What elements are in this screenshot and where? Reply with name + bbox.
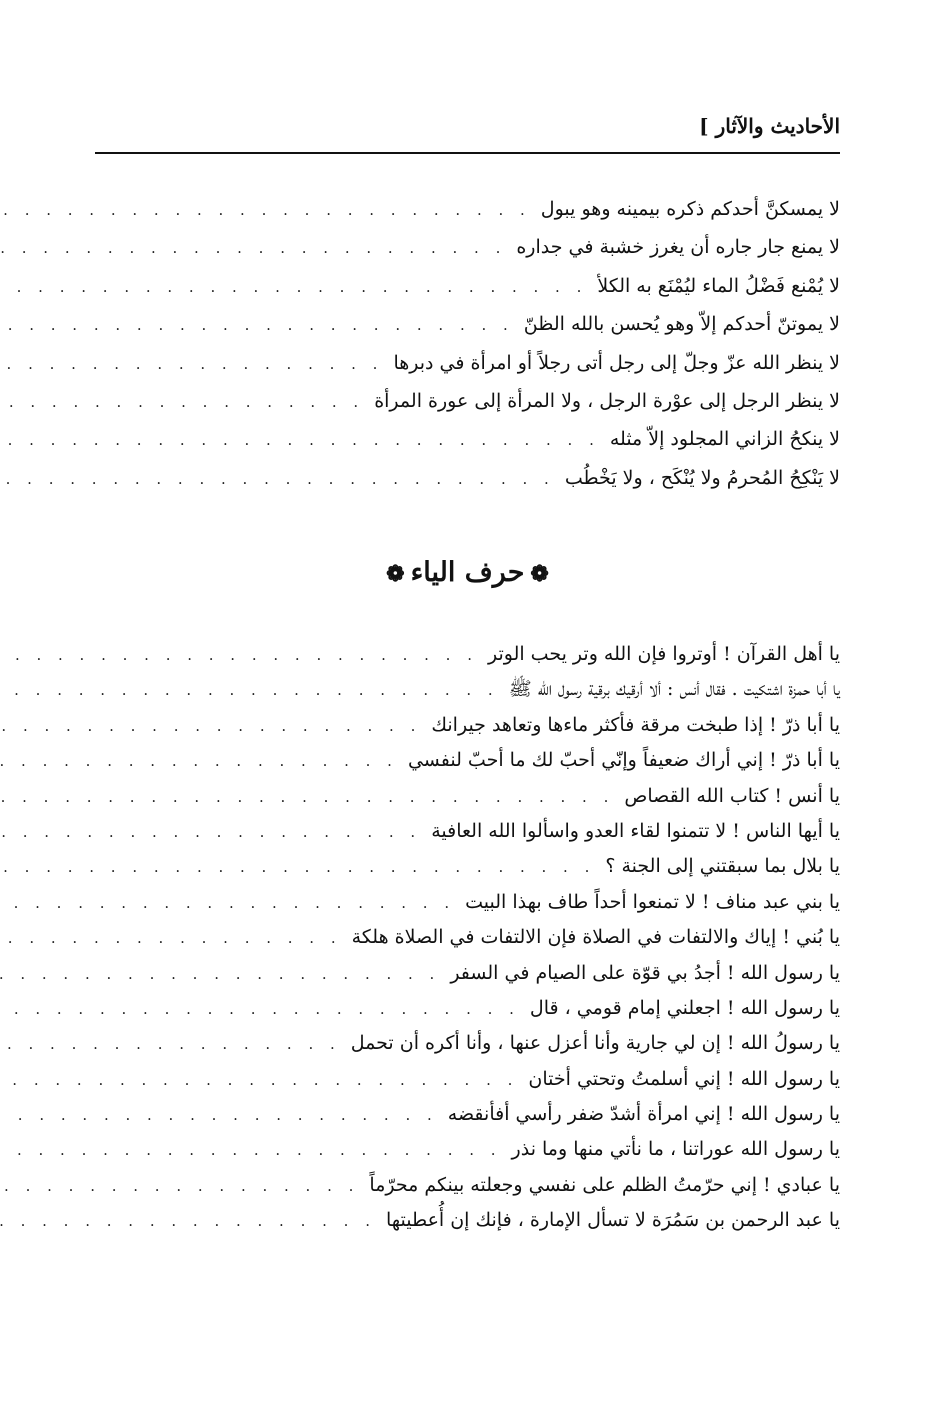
dot-leader [0, 673, 499, 708]
index-entry [95, 382, 840, 420]
entry-text: لا يموتنّ أحدكم إلاّ وهو يُحسن بالله الظنّ [523, 313, 840, 336]
index-entry [95, 885, 840, 920]
dot-leader [0, 1027, 341, 1062]
dot-leader [0, 709, 421, 744]
dot-leader [0, 638, 478, 673]
index-entry [95, 1132, 840, 1167]
entry-text: لا ينظر الله عزّ وجلّ إلى رجل أتى رجلاً أو امرأة في دبرها [393, 351, 840, 374]
dot-leader [0, 957, 440, 992]
entry-text: يا أبا ذرّ ! إذا طبخت مرقة فأكثر ماءها وتعاهد جيرانك [431, 713, 840, 736]
index-entry [95, 956, 840, 991]
index-entry [95, 849, 840, 884]
entry-text: يا عبد الرحمن بن سَمُرَة لا تسأل الإمارة ، فإنك إن أُعطيتها [385, 1209, 840, 1232]
dot-leader [0, 992, 520, 1027]
index-entry [95, 267, 840, 305]
dot-leader [0, 345, 383, 383]
entry-text: يا أبا حمزة اشتكيت . فقال أنس : ألا أرقيك برقية رسول الله ﷺ [508, 678, 840, 701]
dot-leader [0, 229, 506, 267]
entry-text: يا أيها الناس ! لا تتمنوا لقاء العدو واسألوا الله العافية [431, 819, 840, 842]
index-entry [95, 1168, 840, 1203]
ornament-left-icon: ❁ [530, 560, 549, 587]
dot-leader [0, 1063, 518, 1098]
dot-leader [0, 306, 514, 344]
section-ya-entries [95, 637, 840, 1239]
index-entry [95, 814, 840, 849]
header-rule [95, 152, 840, 154]
index-entry [95, 1026, 840, 1061]
entry-text: يا بلال بما سبقتني إلى الجنة ؟ [605, 855, 840, 878]
index-entry [95, 991, 840, 1026]
index-entry [95, 637, 840, 672]
entry-text: لا يُمْنع فَضْلُ الماء ليُمْنَع به الكلأ [597, 274, 840, 297]
index-entry [95, 190, 840, 228]
dot-leader [0, 268, 587, 306]
entry-text: لا ينكحُ الزاني المجلود إلاّ مثله [609, 428, 840, 451]
dot-leader [0, 1169, 359, 1204]
entry-text: لا يمسكنَّ أحدكم ذكره بيمينه وهو يبول [540, 198, 840, 220]
dot-leader [0, 383, 364, 421]
section-heading-ya [95, 548, 840, 598]
entry-text: يا رسول الله ! اجعلني إمام قومي ، قال [529, 996, 840, 1019]
index-entry [95, 420, 840, 458]
entry-text: لا يمنع جار جاره أن يغرز خشبة في جداره [516, 236, 840, 259]
dot-leader [0, 780, 614, 815]
index-entry [95, 1203, 840, 1238]
entry-text: لا يَنْكِحُ المُحرمُ ولا يُنْكَح ، ولا يَخْطُب [564, 466, 840, 489]
dot-leader [0, 850, 595, 885]
index-entry [95, 228, 840, 266]
dot-leader [0, 1204, 376, 1239]
section-heading-text: حرف الياء [410, 557, 525, 588]
entry-text: يا عبادي ! إني حرّمتُ الظلم على نفسي وجعلته بينكم محرّماً [369, 1173, 840, 1196]
dot-leader [0, 460, 555, 498]
index-entry [95, 779, 840, 814]
ornament-right-icon: ❁ [386, 560, 405, 587]
dot-leader [0, 421, 600, 459]
entry-text: يا بُني ! إياك والالتفات في الصلاة فإن الالتفات في الصلاة هلكة [351, 926, 840, 949]
entry-text: يا رسولُ الله ! إن لي جارية وأنا أعزل عنها ، وأنا أكره أن تحمل [350, 1032, 840, 1055]
index-entry [95, 672, 840, 707]
index-entry [95, 1097, 840, 1132]
dot-leader [0, 921, 342, 956]
dot-leader [0, 815, 421, 850]
entry-text: يا رسول الله عوراتنا ، ما نأتي منها وما نذر [511, 1138, 840, 1161]
section-lam-alif-entries [95, 190, 840, 497]
index-entry [95, 1062, 840, 1097]
index-entry [95, 344, 840, 382]
entry-text: لا ينظر الرجل إلى عوْرة الرجل ، ولا المرأة إلى عورة المرأة [374, 389, 840, 412]
entry-text: يا رسول الله ! إني أسلمتُ وتحتي أختان [528, 1067, 840, 1090]
index-entry [95, 920, 840, 955]
entry-text: يا رسول الله ! إني امرأة أشدّ ضفر رأسي أفأنقضه [447, 1103, 840, 1126]
index-entry [95, 708, 840, 743]
entry-text: يا أهل القرآن ! أوتروا فإن الله وتر يحب الوتر [487, 643, 840, 665]
dot-leader [0, 886, 455, 921]
dot-leader [0, 1098, 438, 1133]
index-entry [95, 305, 840, 343]
entry-text: يا رسول الله ! أجدُ بي قوّة على الصيام في السفر [450, 961, 840, 984]
entry-text: يا أبا ذرّ ! إني أراك ضعيفاً وإنّي أحبّ لك ما أحبّ لنفسي [407, 749, 840, 772]
dot-leader [0, 1133, 502, 1168]
dot-leader [0, 744, 398, 779]
entry-text: يا بني عبد مناف ! لا تمنعوا أحداً طاف بهذا البيت [465, 890, 840, 913]
dot-leader [0, 191, 531, 229]
index-entry [95, 743, 840, 778]
index-entry [95, 459, 840, 497]
running-header [95, 108, 840, 144]
running-title: الأحاديث والآثار ] [699, 114, 840, 138]
entry-text: يا أنس ! كتاب الله القصاص [624, 784, 840, 807]
